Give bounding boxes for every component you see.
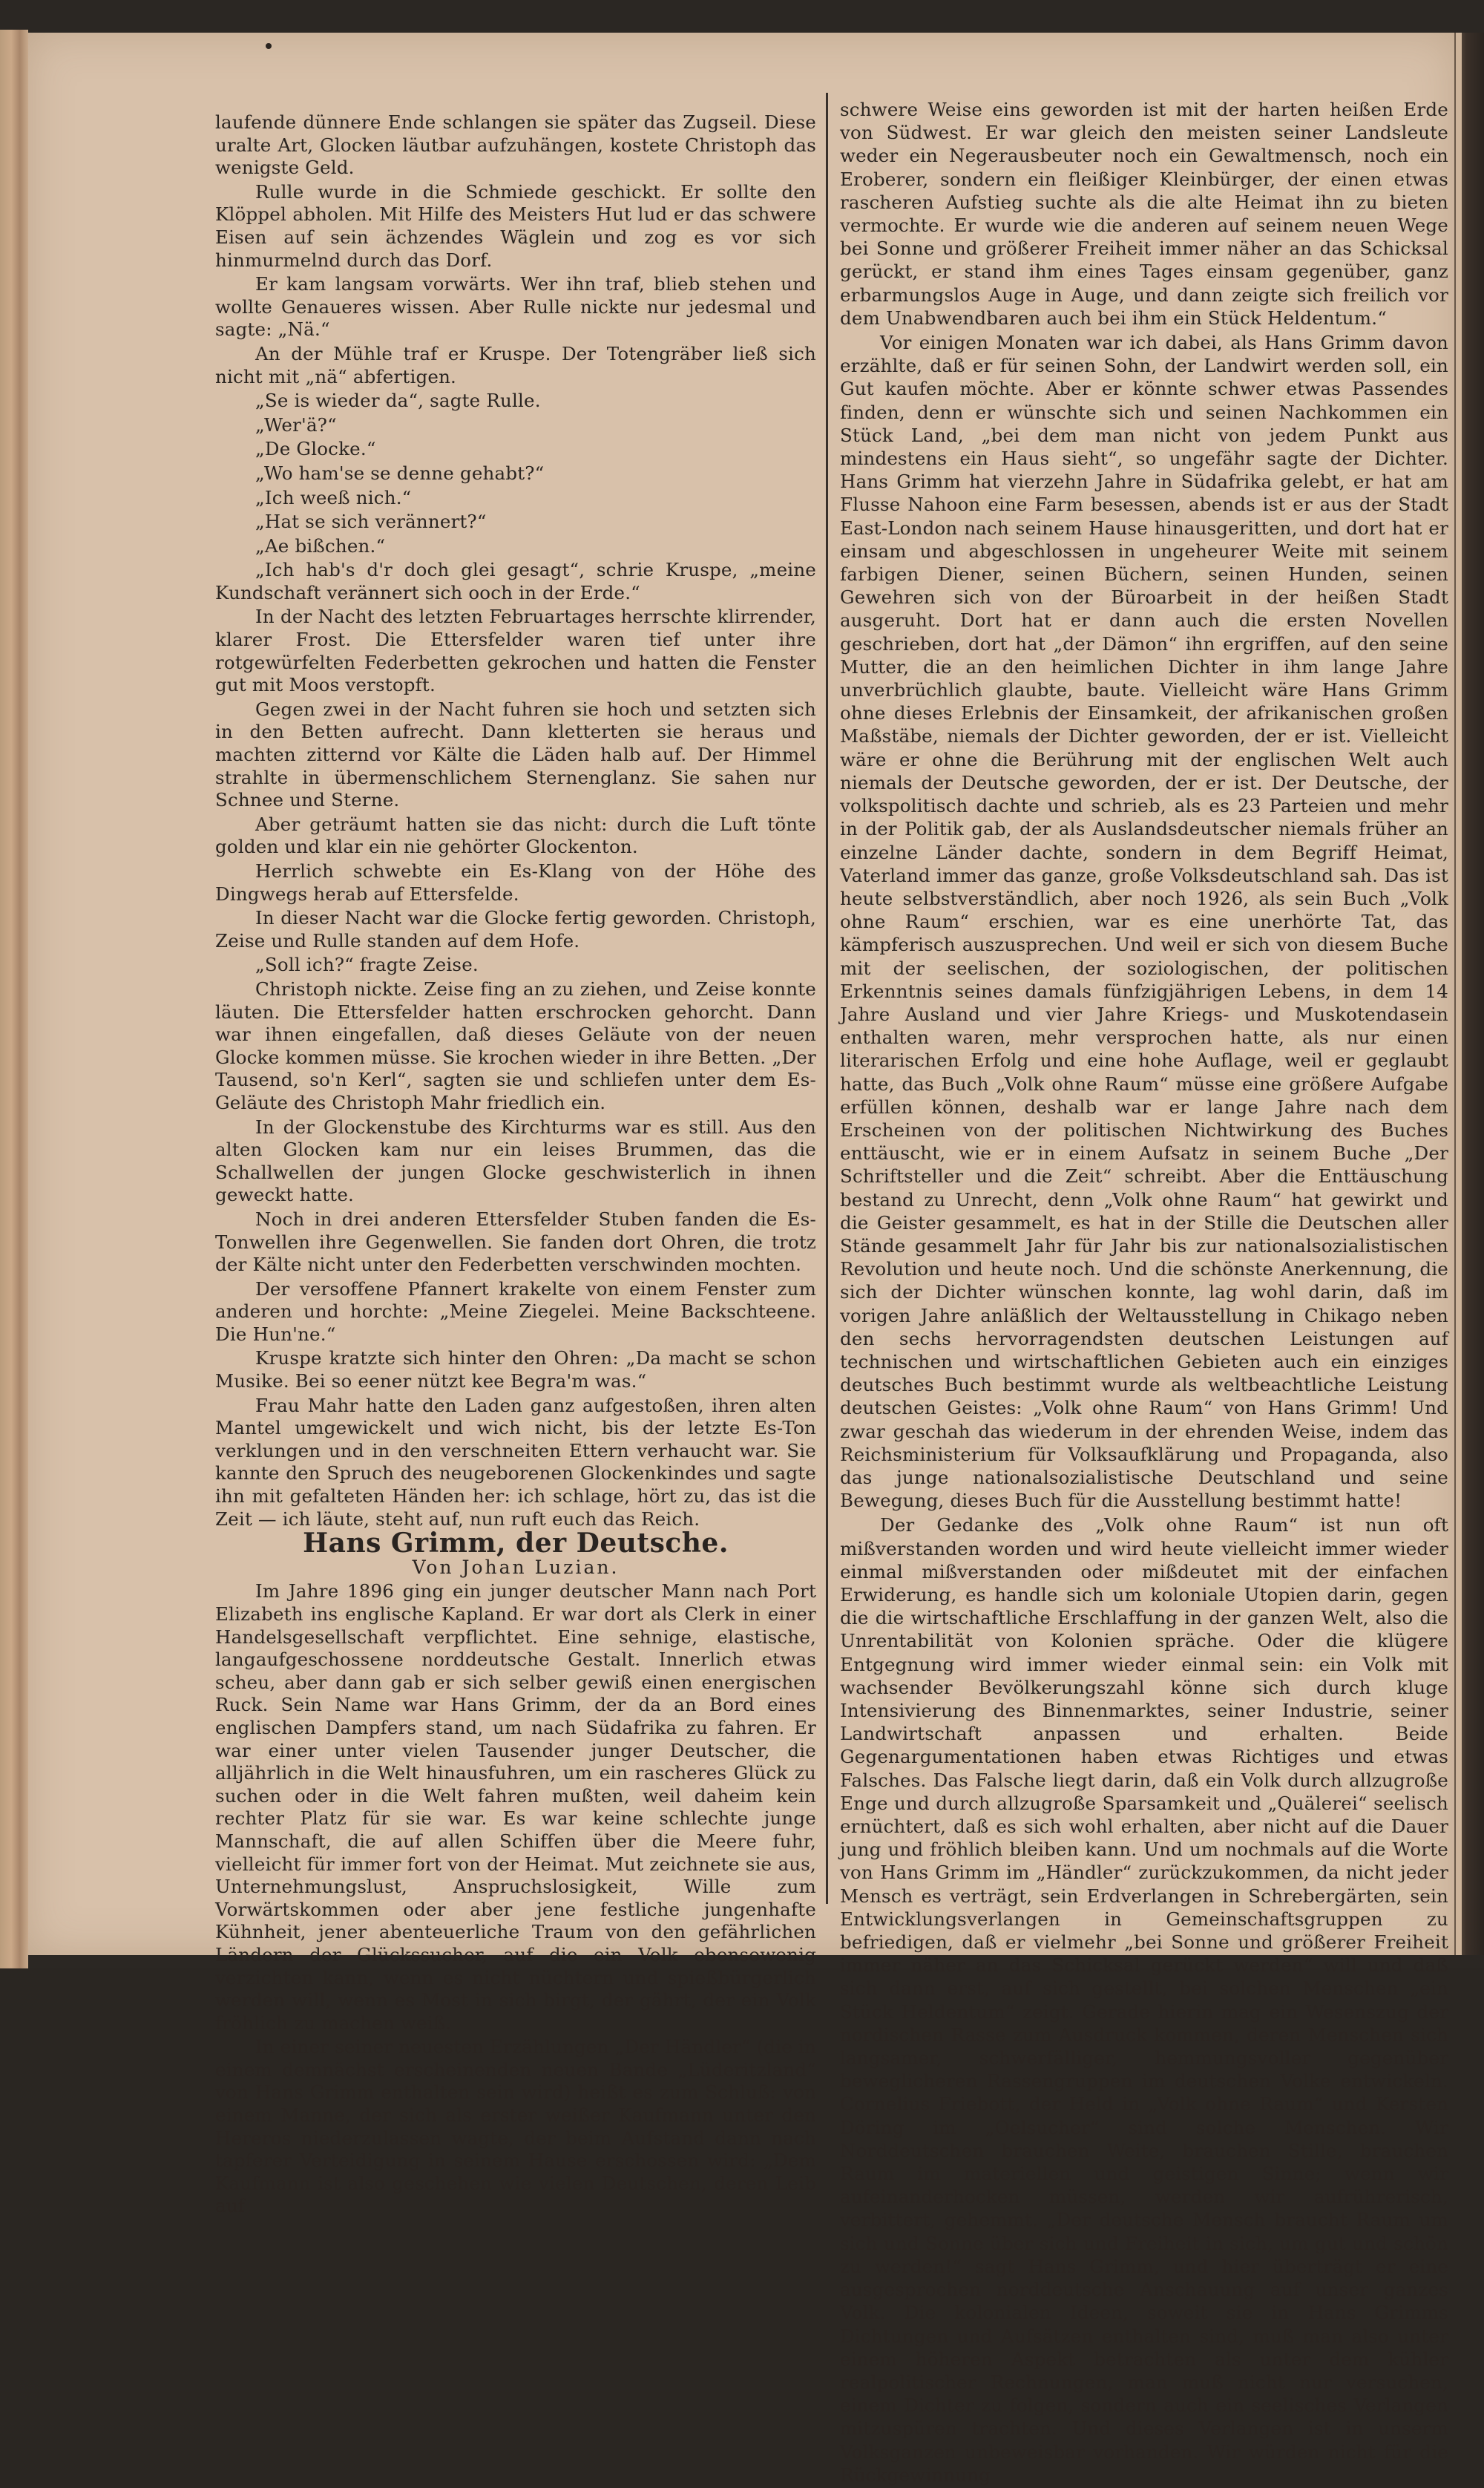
paragraph: „Wer'ä?“ (255, 413, 337, 436)
paragraph: In der Nacht des letzten Februartages herrschte klirrender, klarer Frost. Die Ettersfelder waren tief unter ihre rotgewürfelten Federbetten gekrochen und hatten die Fenster gut mit Moos verstopft. (215, 606, 816, 696)
paragraph: schwere Weise eins geworden ist mit der harten heißen Erde von Südwest. Er war gleich den meisten seiner Landsleute weder ein Negerausbeuter noch ein Gewaltmensch, noch ein Eroberer, sondern ein fleißiger Kleinbürger, der einen etwas rascheren Aufstieg suchte als die alte Heimat ihn zu bieten vermochte. Er wurde wie die anderen auf seinem neuen Wege bei Sonne und größerer Freiheit immer näher an das Schicksal gerückt, er stand ihm eines Tages einsam gegenüber, ganz erbarmungslos Auge in Auge, und dann zeigte sich freilich vor dem Unabwendbaren auch bei ihm ein Stück Heldentum.“ (840, 99, 1448, 329)
page-edge-strip (1456, 33, 1462, 1955)
paragraph: In einer seiner neuesten Erzählungen „Der Händler“ (die in einem demnächst erscheinenden neuen Bande „Lüderitzland“ von Hans Grimm enthalten sein wird) heißt es zum Schluß: von einem Manne, der sich als erster weißer Kaufmann unter den Hereros niederzulassen wagte, der beim Aufstand dann nach tapferer Verteidigung in seinem Hause erschossen wird: „Dem Kaufmann ist also geschehen wie vielen Deutschen, deren Leib auf (215, 2036, 816, 2217)
paragraph: Gegen zwei in der Nacht fuhren sie hoch und setzten sich in den Betten aufrecht. Dann kletterten sie heraus und machten zitternd vor Kälte die Läden halb auf. Der Himmel strahlte in übermenschlichem Sternenglanz. Sie sahen nur Schnee und Sterne. (215, 698, 816, 811)
paragraph: „Hat se sich verännert?“ (255, 511, 487, 533)
column-divider (826, 93, 828, 1904)
paragraph: Der versoffene Pfannert krakelte von einem Fenster zum anderen und horchte: „Meine Ziegelei. Meine Backschteene. Die Hun'ne.“ (215, 1277, 816, 1345)
paragraph: „De Glocke.“ (255, 438, 376, 460)
paragraph: „Ich weeß nich.“ (255, 486, 412, 508)
book-binding (0, 30, 28, 1968)
article-byline: Von Johan Luzian. (412, 1556, 620, 1578)
page-edge (1454, 33, 1484, 1955)
paragraph: Christoph nickte. Zeise fing an zu ziehen, und Zeise konnte läuten. Die Ettersfelder hatten erschrocken gehorcht. Dann war ihnen eingefallen, daß dieses Geläute von der neuen Glocke kommen müsse. Sie krochen wieder in ihre Betten. „Der Tausend, so'n Kerl“, sagten sie und schliefen unter dem Es-Geläute des Christoph Mahr friedlich ein. (215, 978, 816, 1113)
paragraph: Vor einigen Monaten war ich dabei, als Hans Grimm davon erzählte, daß er für seinen Sohn, der Landwirt werden soll, ein Gut kaufen möchte. Aber er könnte schwer etwas Passendes finden, denn er wünschte sich und seinen Nachkommen ein Stück Land, „bei dem man nicht von jedem Punkt aus mindestens ein Haus sieht“, so ungefähr sagte der Dichter. Hans Grimm hat vierzehn Jahre in Südafrika gelebt, er hat am Flusse Nahoon eine Farm besessen, abends ist er aus der Stadt East-London nach seinem Hause hinausgeritten, und dort hat er einsam und abgeschlossen in ungeheurer Weite mit seinem farbigen Diener, seinen Büchern, seinen Hunden, seinen Gewehren sich von der Büroarbeit in der heißen Stadt ausgeruht. Dort hat er dann auch die ersten Novellen geschrieben, dort hat „der Dämon“ ihn ergriffen, auf den seine Mutter, die an den heimlichen Dichter in ihm lange Jahre unverbrüchlich glaubte, baute. Vielleicht wäre Hans Grimm ohne dieses Erlebnis der Einsamkeit, der afrikanischen großen Maßstäbe, niemals der Dichter geworden, der er ist. Vielleicht wäre er ohne die Berührung mit der englischen Welt auch niemals der Deutsche geworden, der er ist. Der Deutsche, der volkspolitisch dachte und schrieb, als es 23 Parteien und mehr in der Politik gab, der als Auslandsdeutscher niemals früher an einzelne Länder dachte, sondern in dem Begriff Heimat, Vaterland immer das ganze, große Volksdeutschland sah. Das ist heute selbstverständlich, aber noch 1926, als sein Buch „Volk ohne Raum“ erschien, war es eine unerhörte Tat, das kämpferisch auszusprechen. Und weil er sich von diesem Buche mit der seelischen, der soziologischen, der politischen Erkenntnis seines damals fünfzigjährigen Lebens, in dem 14 Jahre Ausland und vier Jahre Kriegs- und Muskotendasein enthalten waren, mehr versprochen hatte, als nur einen literarischen Erfolg und eine hohe Auflage, weil er geglaubt hatte, das Buch „Volk ohne Raum“ müsse eine größere Aufgabe erfüllen können, deshalb war er lange Jahre nach dem Erscheinen von der politischen Nichtwirkung des Buches enttäuscht, wie er in einem Aufsatz in seinem Buche „Der Schriftsteller und die Zeit“ schreibt. Aber die Enttäuschung bestand zu Unrecht, denn „Volk ohne Raum“ hat gewirkt und die Geister gesammelt, es hat in der Stille die Deutschen aller Stände gesammelt Jahr für Jahr bis zur nationalsozialistischen Revolution und heute noch. Und die schönste Anerkennung, die sich der Dichter wünschen konnte, lag wohl darin, daß im vorigen Jahre anläßlich der Weltausstellung in Chikago neben den sechs hervorragendsten deutschen Leistungen auf technischen und wirtschaftlichen Gebieten auch ein einziges deutsches Buch bestimmt wurde als weltbeachtliche Leistung deutschen Geistes: „Volk ohne Raum“ von Hans Grimm! Und zwar geschah das wiederum in der ehrenden Weise, indem das Reichsministerium für Volksaufklärung und Propaganda, also das junge nationalsozialistische Deutschland und seine Bewegung, dieses Buch für die Ausstellung bestimmt hatte! (840, 332, 1448, 1512)
paragraph: Herrlich schwebte ein Es-Klang von der Höhe des Dingwegs herab auf Ettersfelde. (215, 860, 816, 905)
paragraph: „Ich hab's d'r doch glei gesagt“, schrie Kruspe, „meine Kundschaft verännert sich ooch in der Erde.“ (215, 559, 816, 603)
paragraph: In dieser Nacht war die Glocke fertig geworden. Christoph, Zeise und Rulle standen auf dem Hofe. (215, 907, 816, 952)
ink-dot (266, 43, 272, 49)
right-column (840, 98, 1448, 2488)
paragraph: „Soll ich?“ fragte Zeise. (255, 954, 479, 976)
paragraph: Er kam langsam vorwärts. Wer ihn traf, blieb stehen und wollte Genaueres wissen. Aber Rulle nickte nur jedesmal und sagte: „Nä.“ (215, 273, 816, 341)
paragraph: „Wo ham'se se denne gehabt?“ (255, 462, 545, 484)
paragraph: Noch in drei anderen Ettersfelder Stuben fanden die Es-Tonwellen ihre Gegenwellen. Sie fanden dort Ohren, die trotz der Kälte nicht unter den Federbetten verschwinden mochten. (215, 1208, 816, 1276)
paragraph: Der Gedanke des „Volk ohne Raum“ ist nun oft mißverstanden worden und wird heute vielleicht immer wieder einmal mißverstanden oder mißdeutet mit der einfachen Erwiderung, es handle sich um koloniale Utopien darin, gegen die die wirtschaftliche Erschlaffung in der ganzen Welt, also die Unrentabilität von Kolonien spräche. Oder die klügere Entgegnung wird immer wieder einmal sein: ein Volk mit wachsender Bevölkerungszahl könne sich durch kluge Intensivierung des Binnenmarktes, seiner Industrie, seiner Landwirtschaft anpassen und erhalten. Beide Gegenargumentationen haben etwas Richtiges und etwas Falsches. Das Falsche liegt darin, daß ein Volk durch allzugroße Enge und durch allzugroße Sparsamkeit und „Quälerei“ seelisch ernüchtert, daß es sich wohl erhalten, aber nicht auf die Dauer jung und fröhlich bleiben kann. Und um nochmals auf die Worte von Hans Grimm im „Händler“ zurückzukommen, da nicht jeder Mensch es verträgt, sein Erdverlangen in Schrebergärten, sein Entwicklungsverlangen in Gemeinschaftsgruppen zu befriedigen, daß er vielmehr „bei Sonne und größerer Freiheit immer näher an das Schicksal gerückt werden“ will und daß sich dann erst, auf sich gestellt, bei solchen Menschen „ein Stück Heldentum“ zeigt. Gerade hierin mag ein Wesenszug der nordischen Rasse zum Ausdruck kommen, deren Menschen sich langsamer, schwerfälliger, hemmungsvoller gegenüber beweglicheren Rassengruppen im deutschen Volke entwickeln. Cornelius Friebott, der Held in „Volk ohne Raum“ und Kersten Döring im „Oelsucher“ sind solche Menschen. Wir Norddeutschen brauchen Weite, brauchen Stille, brauchen Raum im materiellen und geistigen Sinne; wenn wir aufeinanderhocken müssen, werden wir aufrührerisch, verbittert, gehemmt. „Der deutsche Mensch braucht Raum um sich und Sonne über sich und Freiheit in sich, um gut und schön zu werden!“ sagt Hans Grimm, und hier überträgt er eine ausgesprochen norddeutsche Anschauung auf unser ganzes Volk. Die kolonialen Ideen, soweit sie in Hans Grimms Dichtungen und Aufsätzen enthalten sind, muß man also unter einem höheren Aspekt betrachten als unter dem kühler realpolitischer Rechnungen, man muß nicht nur versuchen, einem Dichter zu folgen, sondern auch ein seelisches Verlangen mitzuspüren trachten. Und dieses Verlangen ist in unserm Volksganzen unbeweisbar vorhanden. Wir würden nicht für die Rückgewinnung (840, 1514, 1448, 2486)
paragraph: Kruspe kratzte sich hinter den Ohren: „Da macht se schon Musike. Bei so eener nützt kee Begra'm was.“ (215, 1347, 816, 1392)
paragraph: „Se is wieder da“, sagte Rulle. (255, 390, 541, 412)
left-column (215, 111, 816, 2219)
paragraph: Im Jahre 1896 ging ein junger deutscher Mann nach Port Elizabeth ins englische Kapland. Er war dort als Clerk in einer Handelsgesellschaft verpflichtet. Eine sehnige, elastische, langaufgeschossene norddeutsche Gestalt. Innerlich etwas scheu, aber dann gab er sich selber gewiß einen energischen Ruck. Sein Name war Hans Grimm, der da an Bord eines englischen Dampfers stand, um nach Südafrika zu fahren. Er war einer unter vielen Tausender junger Deutscher, die alljährlich in die Welt hinausfuhren, um ein rascheres Glück zu suchen oder in die Welt fahren mußten, weil daheim kein rechter Platz für sie war. Es war keine schlechte junge Mannschaft, die auf allen Schiffen über die Meere fuhr, vielleicht für immer fort von der Heimat. Mut zeichnete sie aus, Unternehmungslust, Anspruchslosigkeit, Wille zum Vorwärtskommen oder aber jene festliche jungenhafte Kühnheit, jener abenteuerliche Traum von den gefährlichen Ländern der Glückssucher, auf die ein Volk ebensowenig verzichten kann, wenn es nicht nüchtern und spießbürgerlich werden will, wenn es Most in sich birgt, der gährt, der ein Volk fröhlich zu machen weiß. (215, 1580, 816, 2034)
paragraph: In der Glockenstube des Kirchturms war es still. Aus den alten Glocken kam nur ein leises Brummen, das die Schallwellen der jungen Glocke geschwisterlich in ihnen geweckt hatte. (215, 1116, 816, 1206)
paragraph: Frau Mahr hatte den Laden ganz aufgestoßen, ihren alten Mantel umgewickelt und wich nicht, bis der letzte Es-Ton verklungen und in den verschneiten Ettern verhaucht war. Sie kannte den Spruch des neugeborenen Glockenkindes und sagte ihn mit gefalteten Händen her: ich schlage, hört zu, das ist die Zeit — ich läute, steht auf, nun ruft euch das Reich. (215, 1394, 816, 1530)
paragraph: „Ae bißchen.“ (255, 534, 386, 557)
article-title: Hans Grimm, der Deutsche. (303, 1528, 729, 1559)
paragraph: An der Mühle traf er Kruspe. Der Totengräber ließ sich nicht mit „nä“ abfertigen. (215, 342, 816, 387)
paragraph: Aber geträumt hatten sie das nicht: durch die Luft tönte golden und klar ein nie gehörter Glockenton. (215, 813, 816, 858)
paragraph: laufende dünnere Ende schlangen sie später das Zugseil. Diese uralte Art, Glocken läutbar aufzuhängen, kostete Christoph das wenigste Geld. (215, 111, 816, 179)
paragraph: Rulle wurde in die Schmiede geschickt. Er sollte den Klöppel abholen. Mit Hilfe des Meisters Hut lud er das schwere Eisen auf sein ächzendes Wäglein und zog es vor sich hinmurmelnd durch das Dorf. (215, 180, 816, 271)
